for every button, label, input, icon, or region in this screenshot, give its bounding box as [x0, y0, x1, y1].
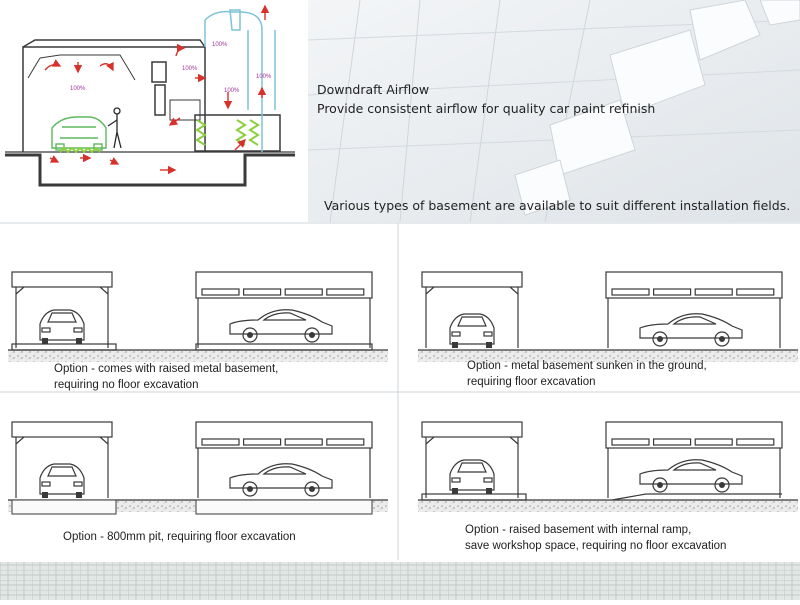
front-car-windshield — [458, 317, 486, 326]
front-car-windshield — [48, 467, 76, 476]
booth-side-filter — [654, 289, 691, 295]
booth-side-housing — [196, 422, 372, 448]
option-4-caption-line2: save workshop space, requiring no floor excavation — [465, 540, 727, 552]
booth-side-filter — [612, 439, 649, 445]
booth-side-filter — [695, 439, 732, 445]
raised-basement — [12, 344, 116, 350]
booth-front-canopy — [12, 272, 112, 287]
side-car-hub — [657, 336, 663, 342]
booth-side-filter — [654, 439, 691, 445]
booth-side-filter — [327, 289, 364, 295]
downdraft-airflow-schematic — [5, 6, 295, 185]
side-car-hub — [719, 336, 725, 342]
side-car-hub — [309, 486, 315, 492]
side-car-window — [264, 313, 306, 320]
option-2-caption-line1: Option - metal basement sunken in the ground, — [467, 360, 707, 372]
booth-side-housing — [606, 272, 782, 298]
front-car-headlight — [452, 332, 460, 336]
basement-note: Various types of basement are available to suit different installation fields. — [324, 198, 791, 213]
floor-pit — [196, 500, 372, 514]
airflow-title: Downdraft Airflow — [317, 82, 430, 97]
option-1-caption-line1: Option - comes with raised metal basement, — [54, 363, 279, 375]
pct-label-3: 100% — [212, 42, 228, 48]
front-car-wheel — [452, 342, 458, 348]
booth-front-brace — [426, 287, 518, 294]
side-car-hub — [309, 332, 315, 338]
booth-side-housing — [196, 272, 372, 298]
front-car-body — [40, 464, 84, 494]
booth-side-filter — [285, 289, 322, 295]
airflow-subtitle: Provide consistent airflow for quality car paint refinish — [317, 101, 656, 116]
front-car-windshield — [458, 463, 486, 472]
front-car-wheel — [76, 338, 82, 344]
front-car-body — [40, 310, 84, 340]
option-3-caption-line1: Option - 800mm pit, requiring floor excavation — [63, 531, 296, 543]
floor-pit — [12, 500, 116, 514]
front-car-wheel — [452, 488, 458, 494]
booth-front-brace — [426, 437, 518, 444]
option-2-caption-line2: requiring floor excavation — [467, 376, 596, 388]
booth-side-filter — [202, 289, 239, 295]
floor-grating-strip — [0, 562, 800, 600]
front-car-wheel — [76, 492, 82, 498]
pct-label-2: 100% — [182, 66, 198, 72]
front-car-body — [450, 314, 494, 344]
pct-label-4: 100% — [224, 88, 240, 94]
booth-side-housing — [606, 422, 782, 448]
booth-front-brace — [16, 437, 108, 444]
ground-gravel — [418, 500, 798, 512]
booth-side-filter — [612, 289, 649, 295]
front-car-headlight — [74, 328, 82, 332]
front-car-headlight — [74, 482, 82, 486]
booth-side-filter — [202, 439, 239, 445]
side-car-hub — [247, 332, 253, 338]
front-car-headlight — [42, 328, 50, 332]
booth-side-filter — [285, 439, 322, 445]
raised-basement — [422, 494, 526, 500]
booth-front-canopy — [12, 422, 112, 437]
front-car-headlight — [484, 332, 492, 336]
side-car-window — [674, 463, 716, 470]
booth-side-filter — [244, 439, 281, 445]
booth-side-filter — [695, 289, 732, 295]
option-4-diagram — [418, 422, 798, 512]
booth-side-filter — [327, 439, 364, 445]
option-2-diagram — [418, 272, 798, 362]
side-car-window — [674, 317, 716, 324]
option-1-diagram — [8, 272, 388, 362]
front-car-headlight — [42, 482, 50, 486]
side-car-hub — [657, 482, 663, 488]
option-1-caption-line2: requiring no floor excavation — [54, 379, 199, 391]
pct-label-1: 100% — [70, 86, 86, 92]
side-car-window — [264, 467, 306, 474]
front-car-wheel — [486, 342, 492, 348]
option-4-caption-line1: Option - raised basement with internal ramp, — [465, 524, 692, 536]
option-3-diagram — [8, 422, 388, 514]
front-car-body — [450, 460, 494, 490]
booth-front-canopy — [422, 422, 522, 437]
booth-side-filter — [737, 289, 774, 295]
booth-front-brace — [16, 287, 108, 294]
booth-side-filter — [244, 289, 281, 295]
booth-side-filter — [737, 439, 774, 445]
side-car-hub — [247, 486, 253, 492]
side-car-hub — [719, 482, 725, 488]
front-car-wheel — [42, 338, 48, 344]
front-car-headlight — [452, 478, 460, 482]
option-diagrams — [8, 272, 798, 514]
booth-front-canopy — [422, 272, 522, 287]
airflow-percent-labels — [70, 42, 272, 94]
internal-ramp — [612, 494, 782, 500]
raised-basement — [196, 344, 372, 350]
front-car-wheel — [486, 488, 492, 494]
front-car-wheel — [42, 492, 48, 498]
front-car-headlight — [484, 478, 492, 482]
pct-label-5: 100% — [256, 74, 272, 80]
front-car-windshield — [48, 313, 76, 322]
